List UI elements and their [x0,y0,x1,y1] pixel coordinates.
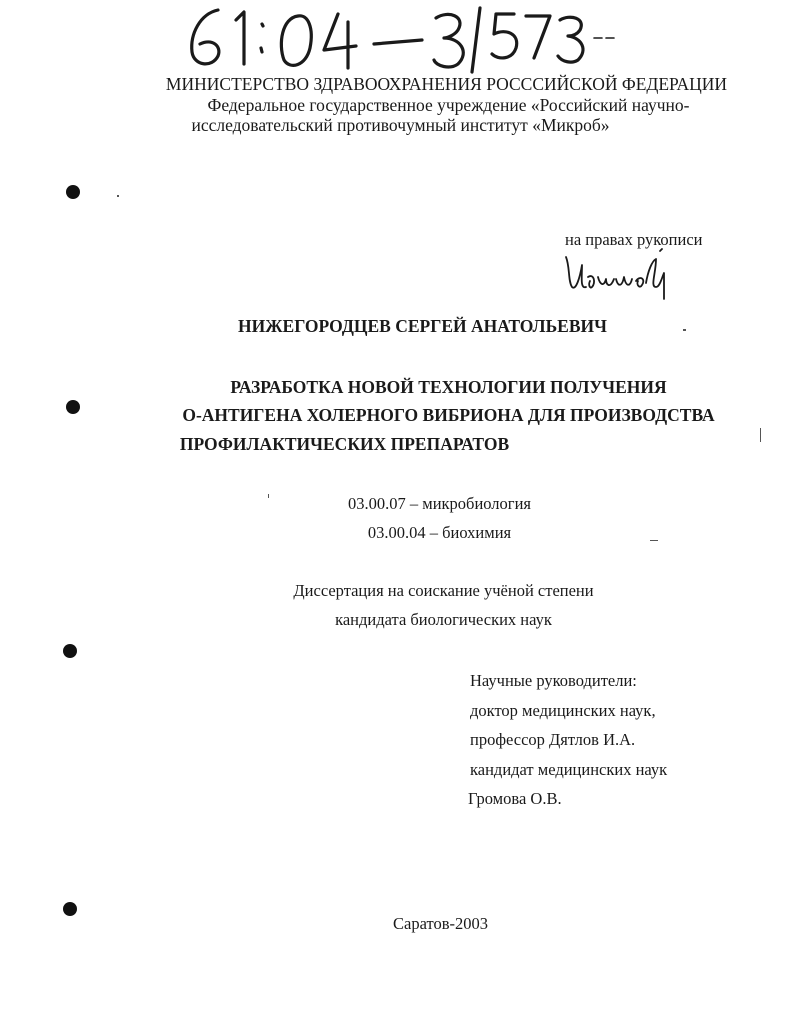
supervisor-line: кандидат медицинских наук [470,759,668,779]
specialty-code-2: 03.00.04 – биохимия [367,523,512,542]
supervisor-line: Громова О.В. [468,789,562,808]
scan-speck [117,195,119,197]
scientific-supervisors [470,666,667,814]
degree-statement-line-2: кандидата биологических наук [335,610,552,629]
institution-line-1: Федеральное государственное учреждение «Российский научно- [207,95,690,115]
dissertation-title-line-2: О-АНТИГЕНА ХОЛЕРНОГО ВИБРИОНА ДЛЯ ПРОИЗВОДСТВА [182,405,715,425]
supervisor-line: профессор Дятлов И.А. [470,730,636,749]
scan-speck [760,428,761,442]
manuscript-rights-note: на правах рукописи [565,230,703,249]
supervisor-line: доктор медицинских наук, [470,700,656,720]
institution-line-2: исследовательский противочумный институт «Микроб» [191,115,610,135]
author-name: НИЖЕГОРОДЦЕВ СЕРГЕЙ АНАТОЛЬЕВИЧ [238,316,607,336]
ministry-name: МИНИСТЕРСТВО ЗДРАВООХРАНЕНИЯ РОСССИЙСКОЙ ФЕДЕРАЦИИ [165,74,728,94]
place-and-year: Саратов-2003 [392,914,488,933]
dissertation-title-line-3: ПРОФИЛАКТИЧЕСКИХ ПРЕПАРАТОВ [179,434,510,454]
binding-hole-mark [66,185,80,199]
dissertation-title-line-1: РАЗРАБОТКА НОВОЙ ТЕХНОЛОГИИ ПОЛУЧЕНИЯ [230,377,667,397]
binding-hole-mark [63,644,77,658]
degree-statement-line-1: Диссертация на соискание учёной степени [293,581,594,600]
specialty-code-1: 03.00.07 – микробиология [348,494,531,513]
handwritten-signature [560,247,680,302]
handwritten-archive-code [178,4,618,74]
supervisors-heading: Научные руководители: [470,671,637,690]
